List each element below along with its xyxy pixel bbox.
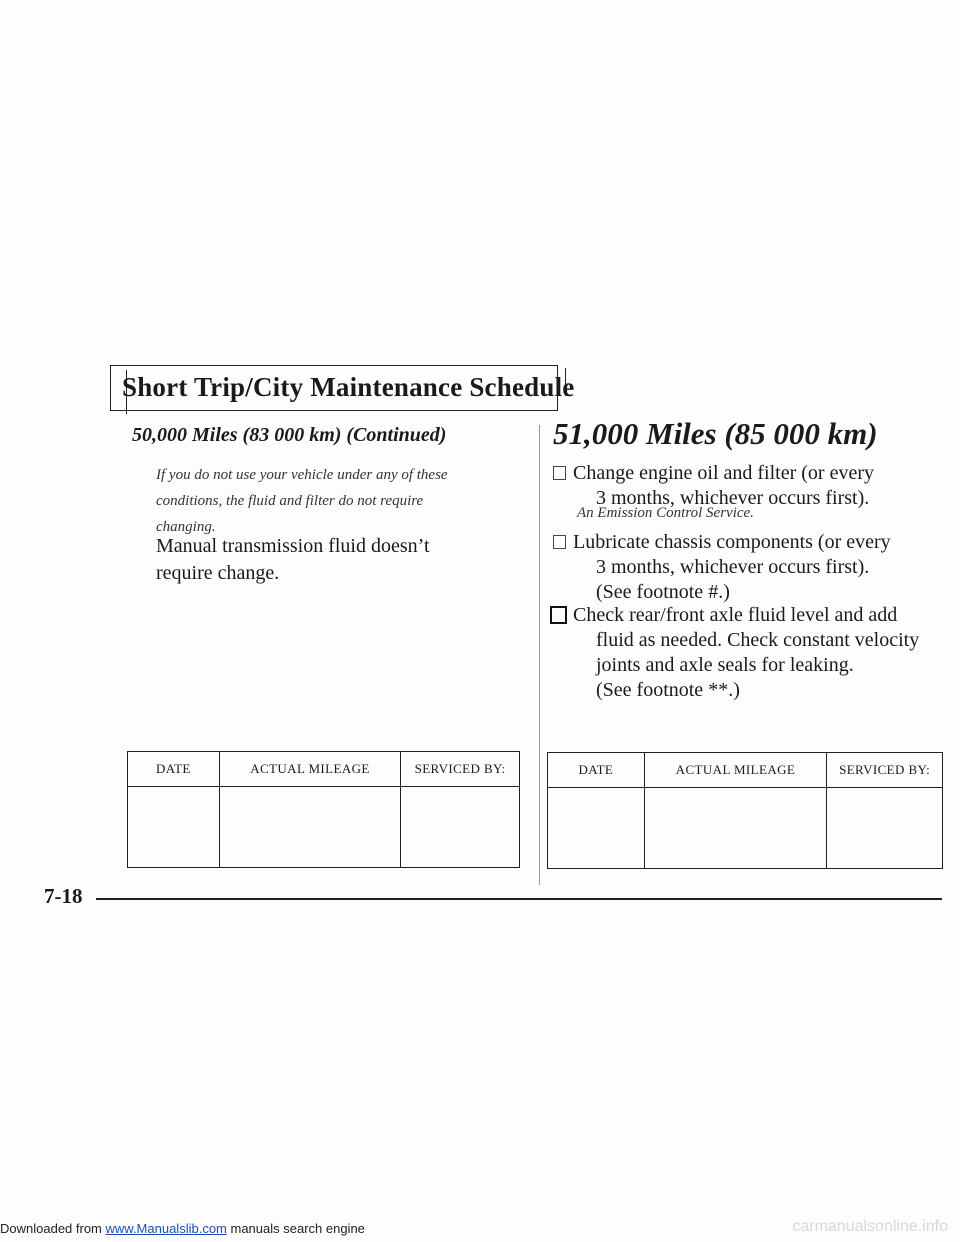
left-cell-date[interactable] — [128, 787, 220, 868]
left-col-date: DATE — [128, 752, 220, 787]
right-cell-serviced-by[interactable] — [827, 788, 943, 869]
checkbox-icon[interactable] — [553, 466, 566, 480]
download-banner — [0, 1221, 365, 1236]
right-cell-date[interactable] — [548, 788, 645, 869]
footer-rule — [96, 898, 942, 900]
page-number: 7-18 — [44, 884, 83, 908]
checkbox-icon[interactable] — [550, 606, 567, 624]
item-line: Check rear/front axle fluid level and add — [573, 604, 898, 626]
left-col-actual-mileage: ACTUAL MILEAGE — [219, 752, 400, 787]
right-interval-heading: 51,000 Miles (85 000 km) — [553, 416, 878, 451]
left-col-serviced-by: SERVICED BY: — [401, 752, 520, 787]
watermark: carmanualsonline.info — [792, 1218, 948, 1235]
right-cell-actual-mileage[interactable] — [644, 788, 826, 869]
item-line: (See footnote #.) — [596, 581, 730, 603]
left-cell-serviced-by[interactable] — [401, 787, 520, 868]
item-line: 3 months, whichever occurs first). — [596, 487, 870, 509]
left-body-line-1: Manual transmission fluid doesn’t — [156, 535, 430, 557]
banner-prefix: Downloaded from — [0, 1221, 106, 1236]
right-col-date: DATE — [548, 753, 645, 788]
left-body-text — [156, 533, 486, 587]
section-title: Short Trip/City Maintenance Schedule — [122, 372, 575, 402]
right-service-log-table — [547, 752, 943, 869]
checklist-item-change-oil — [553, 461, 928, 511]
banner-suffix: manuals search engine — [226, 1221, 365, 1236]
item-line: fluid as needed. Check constant velocity — [596, 629, 920, 651]
item-line: 3 months, whichever occurs first). — [596, 556, 870, 578]
column-divider — [539, 425, 540, 885]
left-interval-heading: 50,000 Miles (83 000 km) (Continued) — [132, 424, 447, 446]
manualslib-link[interactable]: www.Manualslib.com — [105, 1221, 227, 1236]
left-condition-note: If you do not use your vehicle under any of these conditions, the fluid and filter do not require changing. — [156, 467, 448, 535]
left-service-log-table — [127, 751, 520, 868]
item-line: (See footnote **.) — [596, 679, 740, 701]
checklist-item-check-axle-fluid — [553, 603, 928, 703]
item-line: Change engine oil and filter (or every — [573, 462, 874, 484]
checkbox-icon[interactable] — [553, 535, 566, 549]
emission-control-note: An Emission Control Service. — [577, 505, 754, 521]
right-col-actual-mileage: ACTUAL MILEAGE — [644, 753, 826, 788]
item-line: Lubricate chassis components (or every — [573, 531, 891, 553]
right-col-serviced-by: SERVICED BY: — [827, 753, 943, 788]
left-body-line-2: require change. — [156, 562, 280, 584]
item-line: joints and axle seals for leaking. — [596, 654, 854, 676]
left-cell-actual-mileage[interactable] — [219, 787, 400, 868]
checklist-item-lubricate-chassis — [553, 530, 928, 605]
